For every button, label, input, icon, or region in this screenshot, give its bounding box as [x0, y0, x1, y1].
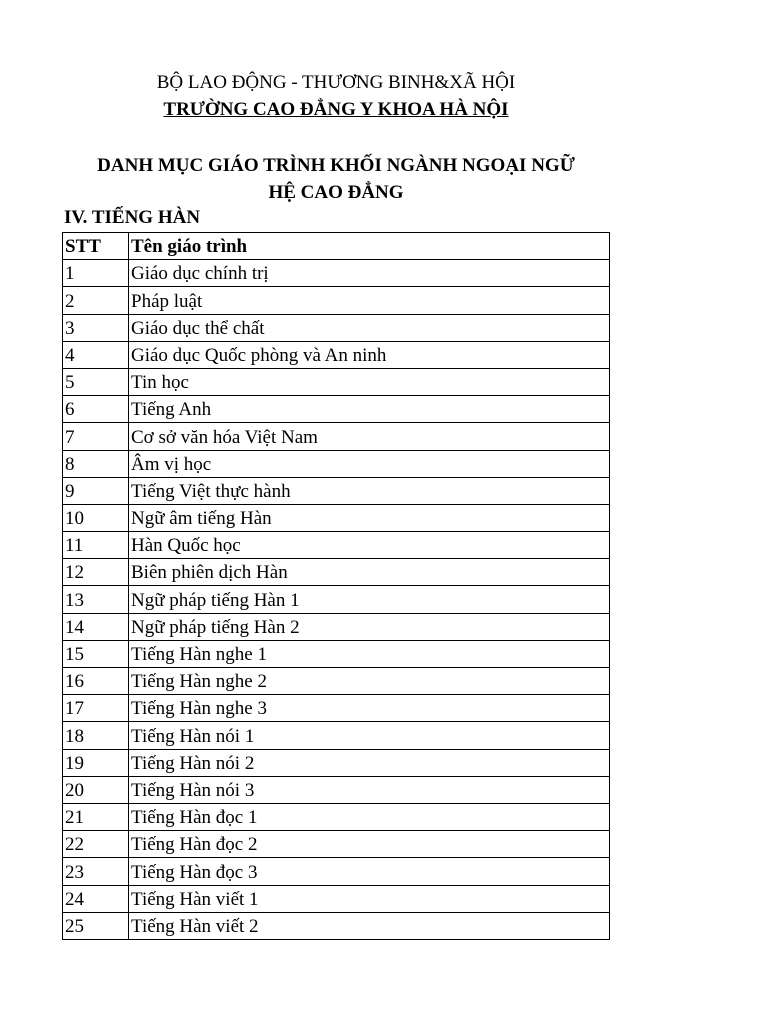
row-course-name: Tiếng Hàn nói 1	[129, 722, 610, 749]
header-stt: STT	[63, 233, 129, 260]
table-row	[63, 831, 610, 858]
row-course-name: Tiếng Hàn đọc 2	[129, 831, 610, 858]
row-stt: 10	[63, 504, 129, 531]
table-row	[63, 559, 610, 586]
row-stt: 19	[63, 749, 129, 776]
row-stt: 22	[63, 831, 129, 858]
table-row	[63, 586, 610, 613]
row-course-name: Âm vị học	[129, 450, 610, 477]
row-course-name: Pháp luật	[129, 287, 610, 314]
row-course-name: Tiếng Hàn nghe 2	[129, 668, 610, 695]
table-row	[63, 368, 610, 395]
row-course-name: Tiếng Hàn viết 1	[129, 885, 610, 912]
row-course-name: Biên phiên dịch Hàn	[129, 559, 610, 586]
table-row	[63, 640, 610, 667]
row-stt: 12	[63, 559, 129, 586]
table-row	[63, 613, 610, 640]
row-course-name: Cơ sở văn hóa Việt Nam	[129, 423, 610, 450]
table-row	[63, 260, 610, 287]
row-course-name: Tiếng Anh	[129, 396, 610, 423]
table-row	[63, 776, 610, 803]
table-row	[63, 749, 610, 776]
row-course-name: Hàn Quốc học	[129, 532, 610, 559]
row-stt: 18	[63, 722, 129, 749]
table-row	[63, 722, 610, 749]
row-stt: 1	[63, 260, 129, 287]
row-course-name: Ngữ âm tiếng Hàn	[129, 504, 610, 531]
row-stt: 2	[63, 287, 129, 314]
table-row	[63, 287, 610, 314]
table-header-row	[63, 233, 610, 260]
row-course-name: Tin học	[129, 368, 610, 395]
row-stt: 13	[63, 586, 129, 613]
row-stt: 21	[63, 803, 129, 830]
row-course-name: Tiếng Việt thực hành	[129, 477, 610, 504]
table-row	[63, 396, 610, 423]
table-row	[63, 803, 610, 830]
row-stt: 15	[63, 640, 129, 667]
table-row	[63, 450, 610, 477]
table-row	[63, 912, 610, 939]
row-stt: 16	[63, 668, 129, 695]
table-row	[63, 532, 610, 559]
row-stt: 3	[63, 314, 129, 341]
row-course-name: Giáo dục Quốc phòng và An ninh	[129, 341, 610, 368]
row-stt: 6	[63, 396, 129, 423]
row-course-name: Tiếng Hàn nói 2	[129, 749, 610, 776]
row-course-name: Giáo dục thể chất	[129, 314, 610, 341]
row-stt: 20	[63, 776, 129, 803]
row-course-name: Tiếng Hàn nghe 1	[129, 640, 610, 667]
course-table	[62, 232, 610, 940]
row-stt: 23	[63, 858, 129, 885]
document-title	[0, 152, 672, 206]
table-row	[63, 477, 610, 504]
row-course-name: Giáo dục chính trị	[129, 260, 610, 287]
row-course-name: Ngữ pháp tiếng Hàn 2	[129, 613, 610, 640]
row-course-name: Ngữ pháp tiếng Hàn 1	[129, 586, 610, 613]
table-row	[63, 885, 610, 912]
table-row	[63, 668, 610, 695]
row-course-name: Tiếng Hàn nói 3	[129, 776, 610, 803]
row-course-name: Tiếng Hàn đọc 1	[129, 803, 610, 830]
row-stt: 11	[63, 532, 129, 559]
table-row	[63, 504, 610, 531]
section-heading: IV. TIẾNG HÀN	[64, 207, 201, 228]
row-stt: 8	[63, 450, 129, 477]
table-row	[63, 423, 610, 450]
row-stt: 4	[63, 341, 129, 368]
row-course-name: Tiếng Hàn viết 2	[129, 912, 610, 939]
table-row	[63, 314, 610, 341]
row-stt: 17	[63, 695, 129, 722]
row-course-name: Tiếng Hàn đọc 3	[129, 858, 610, 885]
header-course-name: Tên giáo trình	[129, 233, 610, 260]
row-stt: 24	[63, 885, 129, 912]
school-name: TRƯỜNG CAO ĐẲNG Y KHOA HÀ NỘI	[163, 99, 509, 120]
course-table-body	[63, 260, 610, 940]
row-course-name: Tiếng Hàn nghe 3	[129, 695, 610, 722]
row-stt: 9	[63, 477, 129, 504]
document-title-line-1: DANH MỤC GIÁO TRÌNH KHỐI NGÀNH NGOẠI NGỮ	[97, 155, 575, 176]
table-row	[63, 341, 610, 368]
row-stt: 14	[63, 613, 129, 640]
row-stt: 25	[63, 912, 129, 939]
row-stt: 7	[63, 423, 129, 450]
table-row	[63, 695, 610, 722]
row-stt: 5	[63, 368, 129, 395]
document-title-line-2: HỆ CAO ĐẲNG	[268, 182, 404, 203]
ministry-name: BỘ LAO ĐỘNG - THƯƠNG BINH&XÃ HỘI	[156, 72, 516, 93]
table-row	[63, 858, 610, 885]
